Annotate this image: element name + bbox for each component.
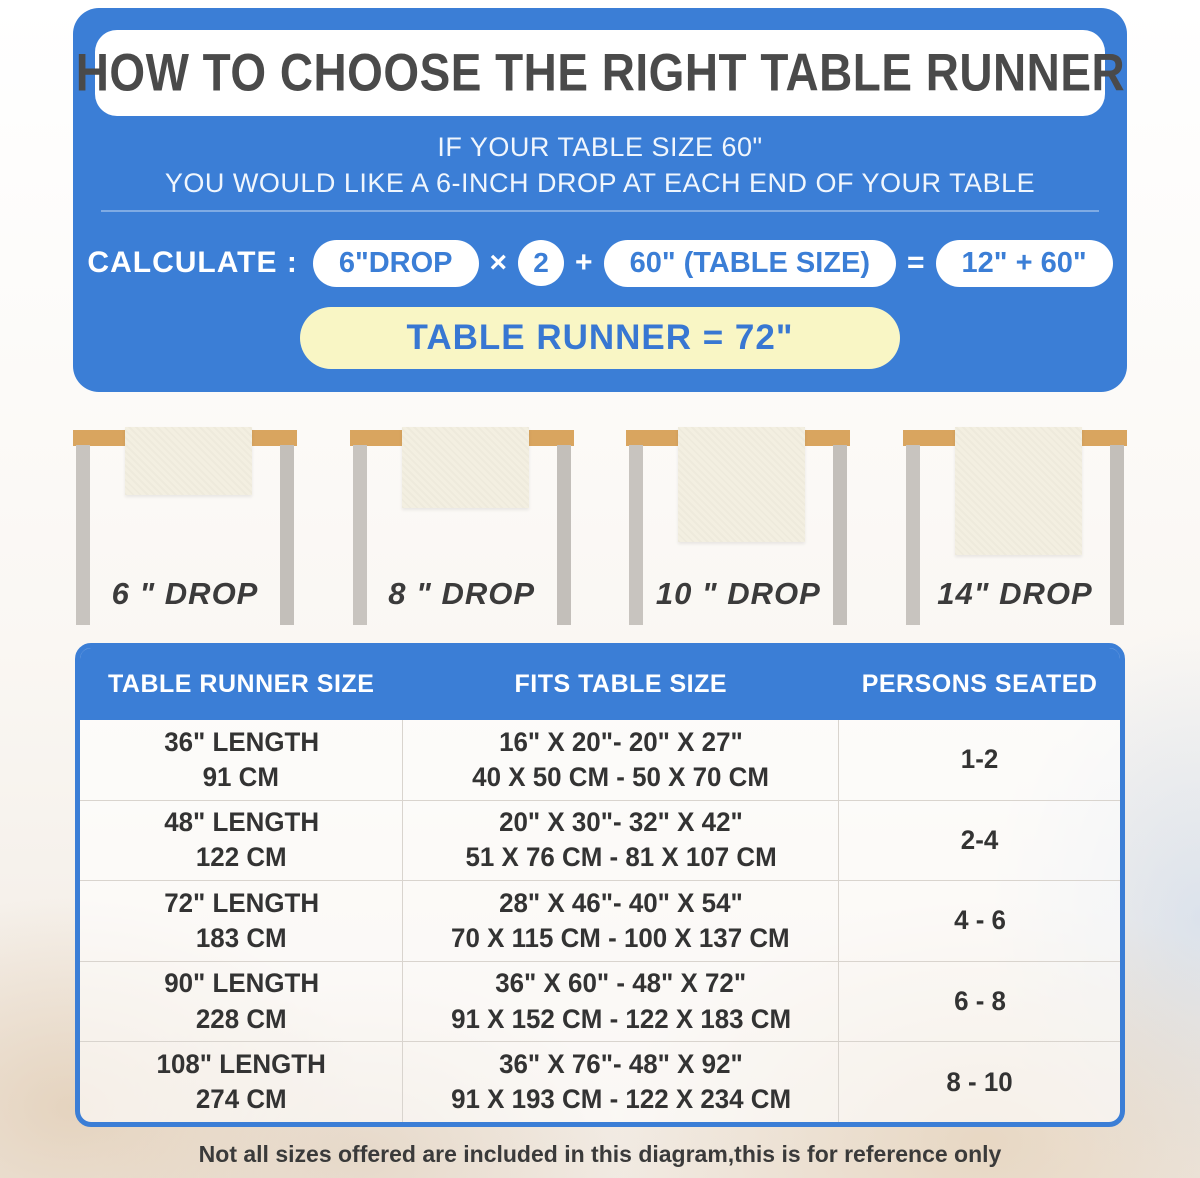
table-row (80, 1041, 1120, 1122)
persons-count: 6 - 8 (953, 986, 1006, 1017)
drop-label: 6 " DROP (111, 576, 259, 611)
multiply-sign: × (489, 246, 508, 279)
fits-size-inches: 28" X 46"- 40" X 54" (498, 887, 743, 918)
table-row (80, 720, 1120, 800)
persons-cell (839, 801, 1120, 881)
sum-pill: 12" + 60" (936, 240, 1113, 287)
fits-size-inches: 16" X 20"- 20" X 27" (498, 726, 743, 757)
runner-size-cm: 274 CM (195, 1084, 287, 1115)
runner-size-inches: 90" LENGTH (163, 968, 319, 999)
subtitle-line1: IF YOUR TABLE SIZE 60" (437, 132, 763, 162)
persons-count: 1-2 (960, 744, 999, 775)
fits-size-cell (402, 801, 839, 881)
runner-size-cm: 122 CM (195, 842, 287, 873)
size-chart-header (80, 648, 1120, 720)
drop-label: 8 " DROP (388, 576, 536, 611)
table-row (80, 880, 1120, 961)
subtitle-line2: YOU WOULD LIKE A 6-INCH DROP AT EACH END OF YOUR TABLE (164, 168, 1036, 198)
fits-size-inches: 36" X 60" - 48" X 72" (495, 968, 747, 999)
persons-cell (839, 881, 1120, 961)
fits-size-cell (402, 881, 839, 961)
runner-size-cm: 183 CM (195, 922, 287, 953)
header-table-runner-size: TABLE RUNNER SIZE (108, 669, 375, 698)
page-title: HOW TO CHOOSE THE RIGHT TABLE RUNNER (75, 42, 1125, 103)
drop-diagrams (73, 430, 1127, 630)
persons-count: 8 - 10 (946, 1066, 1013, 1097)
persons-cell (839, 962, 1120, 1042)
table-illustration-14-drop (903, 430, 1127, 630)
persons-cell (839, 720, 1120, 800)
fits-size-inches: 20" X 30"- 32" X 42" (498, 807, 743, 838)
table-runner-graphic (678, 427, 805, 542)
persons-cell (839, 1042, 1120, 1122)
runner-size-cell (80, 801, 402, 881)
table-runner-graphic (402, 427, 529, 508)
how-to-banner (73, 8, 1127, 392)
fits-size-cm: 91 X 193 CM - 122 X 234 CM (450, 1084, 791, 1115)
size-chart-card (75, 643, 1125, 1127)
header-fits-table-size: FITS TABLE SIZE (514, 669, 728, 698)
fits-size-inches: 36" X 76"- 48" X 92" (498, 1049, 743, 1080)
table-illustration-6-drop (73, 430, 297, 630)
equals-sign: = (906, 246, 925, 279)
table-illustration-8-drop (350, 430, 574, 630)
runner-size-cm: 91 CM (203, 761, 280, 792)
size-chart-body (80, 720, 1120, 1122)
fits-size-cm: 70 X 115 CM - 100 X 137 CM (451, 922, 791, 953)
fits-size-cm: 51 X 76 CM - 81 X 107 CM (465, 842, 777, 873)
fits-size-cm: 91 X 152 CM - 122 X 183 CM (450, 1003, 791, 1034)
runner-size-cm: 228 CM (195, 1003, 287, 1034)
fits-size-cm: 40 X 50 CM - 50 X 70 CM (472, 761, 770, 792)
header-persons-seated: PERSONS SEATED (861, 669, 1098, 698)
fits-size-cell (402, 1042, 839, 1122)
calculate-label: CALCULATE : (87, 246, 298, 279)
plus-sign: + (575, 246, 593, 279)
multiplier-circle: 2 (518, 240, 564, 286)
drop-label: 14" DROP (937, 576, 1093, 611)
fits-size-cell (402, 962, 839, 1042)
fits-size-cell (402, 720, 839, 800)
table-illustration-10-drop (626, 430, 850, 630)
persons-count: 4 - 6 (953, 905, 1006, 936)
runner-size-cell (80, 1042, 402, 1122)
drop-label: 10 " DROP (655, 576, 821, 611)
runner-size-cell (80, 881, 402, 961)
runner-size-inches: 36" LENGTH (163, 726, 319, 757)
runner-size-inches: 48" LENGTH (163, 807, 319, 838)
title-box (75, 30, 1125, 116)
table-runner-graphic (955, 427, 1082, 555)
table-runner-result-pill: TABLE RUNNER = 72" (300, 307, 900, 369)
drop-value-pill: 6"DROP (313, 240, 479, 287)
table-row (80, 961, 1120, 1042)
reference-disclaimer: Not all sizes offered are included in this diagram,this is for reference only (198, 1141, 1002, 1167)
calculation-row (73, 238, 1127, 288)
persons-count: 2-4 (960, 824, 999, 855)
runner-size-cell (80, 720, 402, 800)
table-size-pill: 60" (TABLE SIZE) (604, 240, 896, 287)
table-runner-graphic (125, 427, 252, 495)
runner-size-inches: 108" LENGTH (156, 1049, 326, 1080)
runner-size-inches: 72" LENGTH (163, 887, 319, 918)
banner-divider (101, 210, 1099, 212)
table-row (80, 800, 1120, 881)
runner-size-cell (80, 962, 402, 1042)
